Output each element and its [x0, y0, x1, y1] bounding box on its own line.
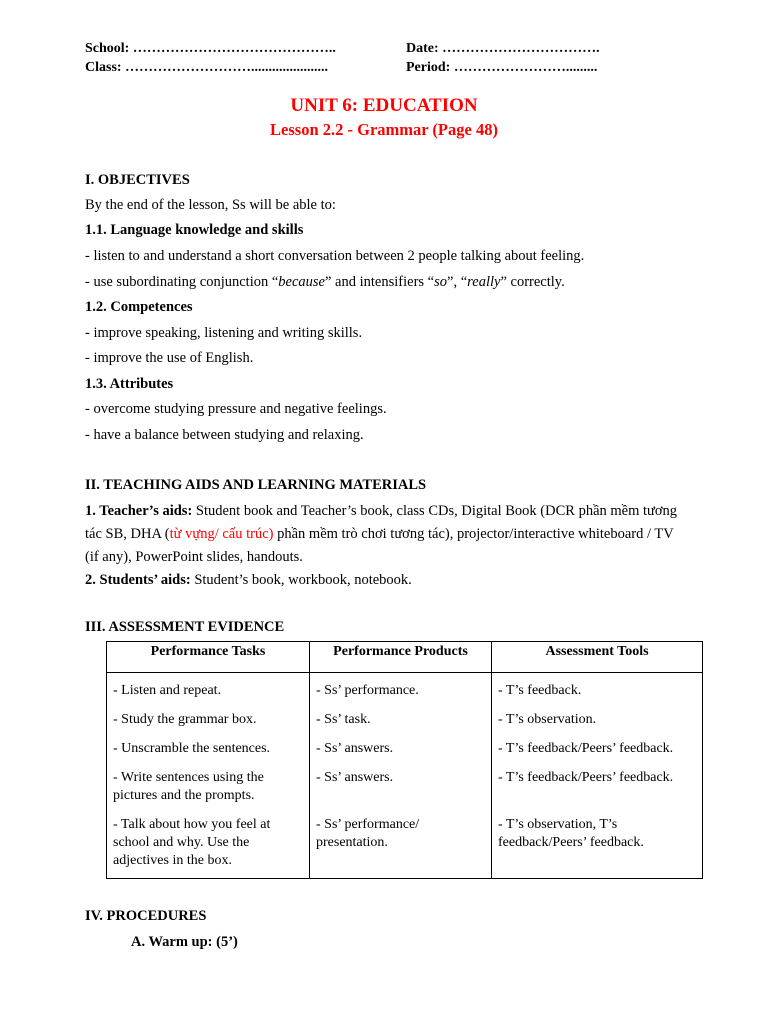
table-cell-text: - Ss’ answers.: [316, 741, 394, 756]
table-cell-text: - Unscramble the sentences.: [113, 741, 271, 756]
table-cell-text: - Ss’ performance.: [316, 683, 419, 698]
teacher-aids-label: 1. Teacher’s aids:: [85, 503, 193, 519]
assessment-heading: III. ASSESSMENT EVIDENCE: [85, 619, 285, 635]
period-field: Period: …………………….........: [406, 60, 598, 75]
column-header: Performance Products: [310, 642, 492, 673]
warm-up-heading: A. Warm up: (5’): [131, 934, 238, 950]
tasks-cell: [107, 673, 310, 879]
table-cell-text: - T’s feedback/Peers’ feedback.: [498, 741, 674, 756]
so-word: so: [434, 274, 448, 290]
tools-cell: [492, 673, 703, 879]
assessment-table: [106, 641, 703, 879]
lesson-title: Lesson 2.2 - Grammar (Page 48): [270, 120, 498, 139]
table-header-row: [107, 642, 703, 673]
attribute-1: - overcome studying pressure and negative feelings.: [85, 401, 387, 417]
table-body-row: [107, 673, 703, 879]
table-cell-text: - Listen and repeat.: [113, 683, 222, 698]
unit-title: UNIT 6: EDUCATION: [290, 95, 478, 116]
table-cell-text: - Study the grammar box.: [113, 712, 257, 727]
date-field: Date: …………………………….: [406, 41, 600, 56]
teacher-aids-line-3: (if any), PowerPoint slides, handouts.: [85, 549, 303, 565]
students-aids-label: 2. Students’ aids:: [85, 572, 191, 588]
teacher-aids-line-2: tác SB, DHA (từ vựng/ cấu trúc) phần mềm trò chơi tương tác), projector/interactive whiteboard / TV: [85, 526, 674, 542]
table-cell-text: - Talk about how you feel at school and why. Use the adjectives in the box.: [113, 817, 271, 868]
competence-1: - improve speaking, listening and writing skills.: [85, 325, 363, 341]
language-objective-2: - use subordinating conjunction “because” and intensifiers “so”, “really” correctly.: [85, 274, 565, 290]
table-cell-text: - Ss’ answers.: [316, 770, 394, 785]
column-header: Assessment Tools: [492, 642, 703, 673]
table-cell-text: - Write sentences using the pictures and the prompts.: [113, 770, 264, 803]
competences-heading: 1.2. Competences: [85, 299, 193, 315]
teaching-aids-heading: II. TEACHING AIDS AND LEARNING MATERIALS: [85, 477, 427, 493]
because-word: because: [278, 274, 325, 290]
table-cell-text: - Ss’ performance/ presentation.: [316, 817, 420, 850]
language-knowledge-heading: 1.1. Language knowledge and skills: [85, 222, 304, 238]
table-cell-text: - T’s feedback/Peers’ feedback.: [498, 770, 674, 785]
column-header: Performance Tasks: [107, 642, 310, 673]
language-objective-1: - listen to and understand a short conversation between 2 people talking about feeling.: [85, 248, 585, 264]
products-cell: [310, 673, 492, 879]
vocab-structure-note: từ vựng/ cấu trúc): [169, 526, 274, 542]
teacher-aids-line-1: 1. Teacher’s aids: Student book and Teacher’s book, class CDs, Digital Book (DCR phần mềm tương: [85, 503, 678, 519]
objectives-intro: By the end of the lesson, Ss will be able to:: [85, 197, 336, 213]
table-cell-text: - Ss’ task.: [316, 712, 371, 727]
attributes-heading: 1.3. Attributes: [85, 376, 174, 392]
students-aids-line: 2. Students’ aids: Student’s book, workbook, notebook.: [85, 572, 412, 588]
school-field: School: ……………………………………..: [85, 41, 336, 56]
competence-2: - improve the use of English.: [85, 350, 254, 366]
table-cell-text: - T’s observation.: [498, 712, 597, 727]
attribute-2: - have a balance between studying and relaxing.: [85, 427, 364, 443]
objectives-heading: I. OBJECTIVES: [85, 172, 190, 188]
really-word: really: [467, 274, 501, 290]
class-field: Class: ………………………......................: [85, 60, 329, 75]
table-cell-text: - T’s observation, T’s feedback/Peers’ feedback.: [498, 817, 644, 850]
table-cell-text: - T’s feedback.: [498, 683, 582, 698]
procedures-heading: IV. PROCEDURES: [85, 908, 207, 924]
